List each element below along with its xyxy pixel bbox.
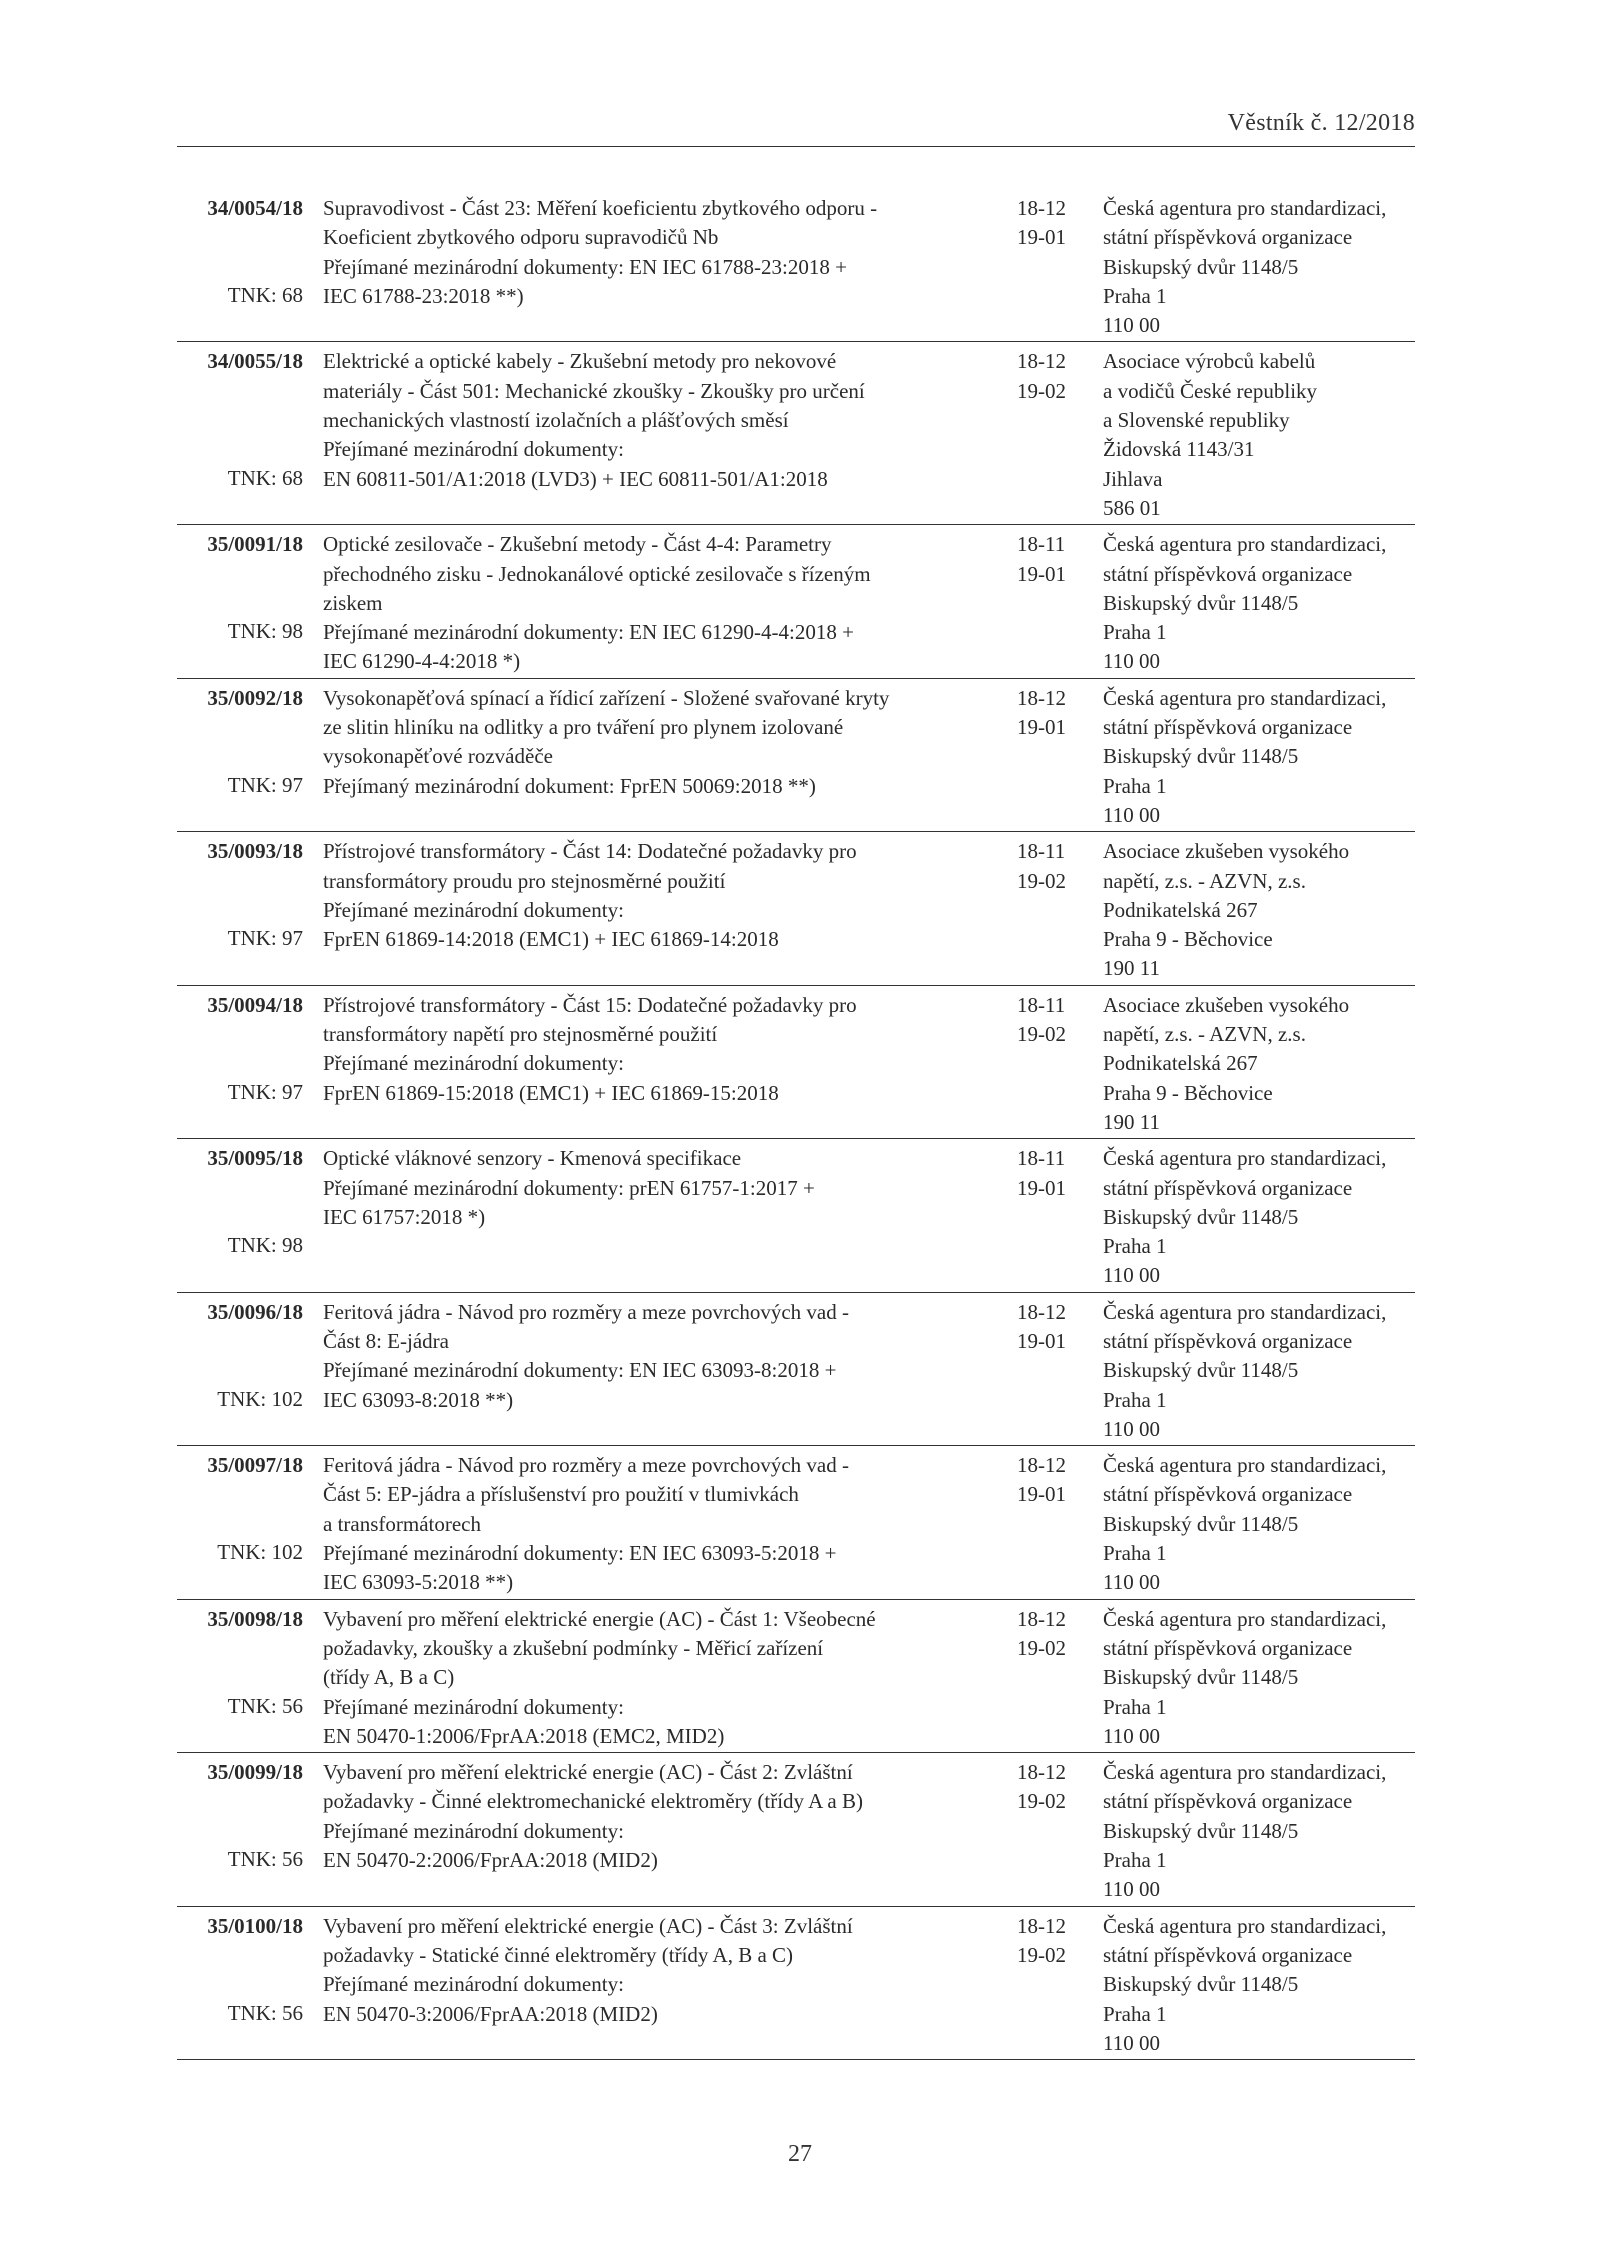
page-header-title: Věstník č. 12/2018 xyxy=(1227,110,1415,136)
entry-date: 18-12 xyxy=(1017,1760,1066,1785)
entry-number: 35/0100/18 xyxy=(207,1913,303,1938)
entry-organization-line: Biskupský dvůr 1148/5 xyxy=(1103,1511,1299,1536)
entry-tnk: TNK: 98 xyxy=(227,1233,303,1258)
entry-title-line: IEC 61290-4-4:2018 *) xyxy=(323,649,521,674)
entry-date: 19-01 xyxy=(1017,1328,1066,1353)
entry-date: 18-12 xyxy=(1017,685,1066,710)
entry-dates-cell xyxy=(1005,347,1103,523)
entry-organization-cell xyxy=(1103,1451,1415,1597)
entry-title-line: Přístrojové transformátory - Část 15: Dodatečné požadavky pro xyxy=(323,992,857,1017)
entry-organization-line: 110 00 xyxy=(1103,1723,1160,1748)
entry-organization-line: Praha 1 xyxy=(1103,1541,1167,1566)
entry-title-line: Přejímané mezinárodní dokumenty: xyxy=(323,1051,624,1076)
entry-organization-line: Česká agentura pro standardizaci, xyxy=(1103,196,1387,220)
entry-title-line: Koeficient zbytkového odporu supravodičů Nb xyxy=(323,225,719,250)
entry-organization-line: Česká agentura pro standardizaci, xyxy=(1103,532,1387,557)
table-row xyxy=(177,1753,1415,1906)
entry-id-cell xyxy=(177,1912,303,2058)
entry-organization-line: 110 00 xyxy=(1103,313,1160,338)
entry-organization-line: státní příspěvková organizace xyxy=(1103,1482,1353,1507)
entry-title-line: Přejímané mezinárodní dokumenty: xyxy=(323,897,624,922)
entry-title-line: transformátory napětí pro stejnosměrné použití xyxy=(323,1022,718,1047)
entry-organization-line: a Slovenské republiky xyxy=(1103,408,1290,433)
entry-title-cell xyxy=(303,1451,1005,1597)
entry-title-line: EN 50470-1:2006/FprAA:2018 (EMC2, MID2) xyxy=(323,1723,725,1748)
entry-organization-line: Jihlava xyxy=(1103,466,1163,491)
entry-title-line: Vybavení pro měření elektrické energie (AC) - Část 2: Zvláštní xyxy=(323,1760,853,1785)
entry-title-line: IEC 63093-5:2018 **) xyxy=(323,1570,514,1595)
entry-date: 19-02 xyxy=(1017,1789,1066,1814)
entry-title-line: Vybavení pro měření elektrické energie (AC) - Část 3: Zvláštní xyxy=(323,1913,853,1938)
entry-date: 18-12 xyxy=(1017,196,1066,220)
entry-organization-line: státní příspěvková organizace xyxy=(1103,1789,1353,1814)
entry-title-line: požadavky - Statické činné elektroměry (třídy A, B a C) xyxy=(323,1942,794,1967)
header-divider xyxy=(177,146,1415,147)
entry-organization-line: 110 00 xyxy=(1103,1263,1160,1288)
entry-date: 19-01 xyxy=(1017,225,1066,250)
entry-organization-line: Praha 9 - Běchovice xyxy=(1103,927,1273,952)
entry-title-line: transformátory proudu pro stejnosměrné použití xyxy=(323,868,726,893)
entry-title-line: EN 60811-501/A1:2018 (LVD3) + IEC 60811-501/A1:2018 xyxy=(323,466,828,491)
entry-organization-line: Praha 1 xyxy=(1103,1694,1167,1719)
entry-number: 35/0097/18 xyxy=(207,1453,303,1478)
entry-title-line: Přejímané mezinárodní dokumenty: EN IEC 61290-4-4:2018 + xyxy=(323,620,854,645)
entry-title-line: požadavky, zkoušky a zkušební podmínky - Měřicí zařízení xyxy=(323,1635,824,1660)
entry-organization-line: státní příspěvková organizace xyxy=(1103,561,1353,586)
entry-organization-line: Asociace zkušeben vysokého xyxy=(1103,992,1350,1017)
entry-dates-cell xyxy=(1005,684,1103,830)
entry-organization-line: Biskupský dvůr 1148/5 xyxy=(1103,744,1299,769)
entry-dates-cell xyxy=(1005,837,1103,983)
page-number: 27 xyxy=(788,2141,812,2167)
entry-organization-line: napětí, z.s. - AZVN, z.s. xyxy=(1103,868,1306,893)
entry-tnk: TNK: 68 xyxy=(227,465,303,490)
entry-organization-line: Česká agentura pro standardizaci, xyxy=(1103,1453,1387,1478)
entry-organization-line: Asociace výrobců kabelů xyxy=(1103,349,1316,374)
entry-number: 34/0054/18 xyxy=(207,196,303,220)
entry-title-cell xyxy=(303,530,1005,676)
entry-id-cell xyxy=(177,991,303,1137)
entry-tnk: TNK: 56 xyxy=(227,2000,303,2025)
entry-organization-cell xyxy=(1103,991,1415,1137)
entry-id-cell xyxy=(177,1605,303,1751)
entry-organization-line: státní příspěvková organizace xyxy=(1103,1175,1353,1200)
table-row xyxy=(177,986,1415,1139)
entry-organization-line: 110 00 xyxy=(1103,1416,1160,1441)
entry-organization-line: státní příspěvková organizace xyxy=(1103,1328,1353,1353)
entry-organization-line: Biskupský dvůr 1148/5 xyxy=(1103,1818,1299,1843)
entry-organization-line: 190 11 xyxy=(1103,1109,1160,1134)
entry-title-cell xyxy=(303,837,1005,983)
entry-date: 19-02 xyxy=(1017,868,1066,893)
entry-title-line: požadavky - Činné elektromechanické elektroměry (třídy A a B) xyxy=(323,1789,863,1814)
entry-organization-line: Praha 1 xyxy=(1103,2001,1167,2026)
entry-dates-cell xyxy=(1005,194,1103,340)
entry-organization-line: Podnikatelská 267 xyxy=(1103,897,1258,922)
entry-organization-line: Praha 1 xyxy=(1103,283,1167,308)
entry-organization-cell xyxy=(1103,1144,1415,1290)
entry-title-line: Přejímané mezinárodní dokumenty: xyxy=(323,437,624,462)
entry-id-cell xyxy=(177,837,303,983)
entry-title-line: Supravodivost - Část 23: Měření koeficientu zbytkového odporu - xyxy=(323,196,878,220)
entry-title-cell xyxy=(303,1144,1005,1290)
entry-organization-line: 110 00 xyxy=(1103,2030,1160,2055)
entry-organization-cell xyxy=(1103,1758,1415,1904)
entry-date: 18-12 xyxy=(1017,1913,1066,1938)
entry-date: 18-11 xyxy=(1017,532,1066,557)
entry-organization-line: Praha 1 xyxy=(1103,1387,1167,1412)
entry-organization-cell xyxy=(1103,1912,1415,2058)
entry-organization-cell xyxy=(1103,530,1415,676)
entry-title-line: mechanických vlastností izolačních a plášťových směsí xyxy=(323,408,789,433)
entry-title-line: FprEN 61869-14:2018 (EMC1) + IEC 61869-14:2018 xyxy=(323,927,779,952)
entry-dates-cell xyxy=(1005,991,1103,1137)
entry-date: 18-12 xyxy=(1017,1299,1066,1324)
entry-organization-line: Praha 1 xyxy=(1103,1234,1167,1259)
entry-date: 18-11 xyxy=(1017,1146,1066,1171)
entry-title-line: a transformátorech xyxy=(323,1511,482,1536)
entry-title-line: přechodného zisku - Jednokanálové optické zesilovače s řízeným xyxy=(323,561,871,586)
table-row xyxy=(177,1600,1415,1753)
entry-number: 35/0094/18 xyxy=(207,992,303,1017)
entry-number: 35/0095/18 xyxy=(207,1146,303,1171)
entry-organization-line: 586 01 xyxy=(1103,495,1161,520)
entry-title-line: EN 50470-2:2006/FprAA:2018 (MID2) xyxy=(323,1848,658,1873)
entry-title-cell xyxy=(303,347,1005,523)
entry-title-line: EN 50470-3:2006/FprAA:2018 (MID2) xyxy=(323,2001,658,2026)
entry-organization-cell xyxy=(1103,1298,1415,1444)
entry-dates-cell xyxy=(1005,1605,1103,1751)
entry-date: 19-01 xyxy=(1017,1482,1066,1507)
entry-organization-cell xyxy=(1103,194,1415,340)
entry-id-cell xyxy=(177,530,303,676)
entry-id-cell xyxy=(177,194,303,340)
entry-dates-cell xyxy=(1005,1758,1103,1904)
entry-title-line: Přejímané mezinárodní dokumenty: EN IEC 61788-23:2018 + xyxy=(323,254,847,279)
table-row xyxy=(177,1446,1415,1599)
table-row xyxy=(177,342,1415,525)
entry-number: 35/0092/18 xyxy=(207,685,303,710)
table-row xyxy=(177,1907,1415,2060)
entry-title-line: ze slitin hliníku na odlitky a pro tváření pro plynem izolované xyxy=(323,715,844,740)
entry-date: 19-02 xyxy=(1017,1022,1066,1047)
entry-id-cell xyxy=(177,1298,303,1444)
entry-organization-cell xyxy=(1103,347,1415,523)
entry-title-line: Feritová jádra - Návod pro rozměry a meze povrchových vad - xyxy=(323,1299,849,1324)
entry-title-cell xyxy=(303,1912,1005,2058)
entry-organization-cell xyxy=(1103,684,1415,830)
entry-number: 35/0099/18 xyxy=(207,1760,303,1785)
entry-organization-line: Podnikatelská 267 xyxy=(1103,1051,1258,1076)
table-row xyxy=(177,679,1415,832)
entry-tnk: TNK: 98 xyxy=(227,619,303,644)
entry-organization-line: Praha 1 xyxy=(1103,1848,1167,1873)
entry-title-line: IEC 61788-23:2018 **) xyxy=(323,283,524,308)
entry-title-cell xyxy=(303,1758,1005,1904)
entry-title-line: Přejímané mezinárodní dokumenty: EN IEC 63093-8:2018 + xyxy=(323,1358,837,1383)
table-row xyxy=(177,189,1415,342)
entry-number: 35/0093/18 xyxy=(207,839,303,864)
entry-title-line: Vybavení pro měření elektrické energie (AC) - Část 1: Všeobecné xyxy=(323,1606,876,1631)
entry-title-line: Přejímané mezinárodní dokumenty: xyxy=(323,1972,624,1997)
entry-organization-line: Praha 9 - Běchovice xyxy=(1103,1080,1273,1105)
entry-organization-line: Biskupský dvůr 1148/5 xyxy=(1103,1972,1299,1997)
entry-organization-line: státní příspěvková organizace xyxy=(1103,1942,1353,1967)
entry-organization-line: Biskupský dvůr 1148/5 xyxy=(1103,1204,1299,1229)
entry-title-line: IEC 63093-8:2018 **) xyxy=(323,1387,514,1412)
entry-date: 18-12 xyxy=(1017,1606,1066,1631)
entry-organization-line: Židovská 1143/31 xyxy=(1103,437,1255,462)
entry-organization-line: státní příspěvková organizace xyxy=(1103,225,1353,250)
entry-title-line: vysokonapěťové rozváděče xyxy=(323,744,553,769)
entry-title-line: FprEN 61869-15:2018 (EMC1) + IEC 61869-15:2018 xyxy=(323,1080,779,1105)
entry-date: 19-02 xyxy=(1017,378,1066,403)
entry-organization-line: 110 00 xyxy=(1103,649,1160,674)
entry-organization-line: Česká agentura pro standardizaci, xyxy=(1103,1606,1387,1631)
entry-organization-line: Biskupský dvůr 1148/5 xyxy=(1103,254,1299,279)
entry-organization-line: Biskupský dvůr 1148/5 xyxy=(1103,1665,1299,1690)
entry-dates-cell xyxy=(1005,1912,1103,2058)
entry-organization-line: Biskupský dvůr 1148/5 xyxy=(1103,1358,1299,1383)
entry-id-cell xyxy=(177,1144,303,1290)
entry-tnk: TNK: 68 xyxy=(227,283,303,308)
table-row xyxy=(177,1293,1415,1446)
entry-number: 34/0055/18 xyxy=(207,349,303,374)
entry-date: 18-11 xyxy=(1017,839,1066,864)
entry-date: 18-11 xyxy=(1017,992,1066,1017)
standards-table xyxy=(177,189,1415,2060)
entry-title-line: IEC 61757:2018 *) xyxy=(323,1204,486,1229)
entry-organization-line: Česká agentura pro standardizaci, xyxy=(1103,685,1387,710)
entry-organization-line: Česká agentura pro standardizaci, xyxy=(1103,1299,1387,1324)
entry-tnk: TNK: 56 xyxy=(227,1847,303,1872)
entry-title-cell xyxy=(303,991,1005,1137)
entry-date: 18-12 xyxy=(1017,349,1066,374)
entry-date: 19-01 xyxy=(1017,1175,1066,1200)
entry-title-line: Elektrické a optické kabely - Zkušební metody pro nekovové xyxy=(323,349,837,374)
entry-title-line: (třídy A, B a C) xyxy=(323,1665,455,1690)
entry-organization-cell xyxy=(1103,837,1415,983)
entry-organization-line: Praha 1 xyxy=(1103,773,1167,798)
entry-tnk: TNK: 102 xyxy=(217,1386,303,1411)
entry-number: 35/0091/18 xyxy=(207,532,303,557)
entry-dates-cell xyxy=(1005,1451,1103,1597)
entry-tnk: TNK: 97 xyxy=(227,1079,303,1104)
entry-organization-line: Česká agentura pro standardizaci, xyxy=(1103,1913,1387,1938)
entry-date: 19-02 xyxy=(1017,1942,1066,1967)
entry-title-line: Vysokonapěťová spínací a řídicí zařízení - Složené svařované kryty xyxy=(323,685,890,710)
entry-id-cell xyxy=(177,347,303,523)
entry-title-line: Přejímaný mezinárodní dokument: FprEN 50069:2018 **) xyxy=(323,773,816,798)
entry-tnk: TNK: 102 xyxy=(217,1540,303,1565)
entry-organization-line: Česká agentura pro standardizaci, xyxy=(1103,1760,1387,1785)
entry-date: 19-01 xyxy=(1017,715,1066,740)
entry-organization-line: Praha 1 xyxy=(1103,620,1167,645)
entry-tnk: TNK: 97 xyxy=(227,926,303,951)
entry-organization-line: státní příspěvková organizace xyxy=(1103,715,1353,740)
entry-title-line: Feritová jádra - Návod pro rozměry a meze povrchových vad - xyxy=(323,1453,849,1478)
entry-title-cell xyxy=(303,684,1005,830)
table-row xyxy=(177,832,1415,985)
entry-title-line: ziskem xyxy=(323,590,383,615)
entry-id-cell xyxy=(177,684,303,830)
entry-number: 35/0096/18 xyxy=(207,1299,303,1324)
entry-dates-cell xyxy=(1005,530,1103,676)
entry-organization-line: 110 00 xyxy=(1103,1570,1160,1595)
entry-id-cell xyxy=(177,1758,303,1904)
entry-date: 19-01 xyxy=(1017,561,1066,586)
entry-title-line: Přístrojové transformátory - Část 14: Dodatečné požadavky pro xyxy=(323,839,857,864)
entry-dates-cell xyxy=(1005,1144,1103,1290)
entry-organization-line: 110 00 xyxy=(1103,802,1160,827)
entry-title-cell xyxy=(303,1298,1005,1444)
entry-organization-line: Česká agentura pro standardizaci, xyxy=(1103,1146,1387,1171)
entry-title-line: Přejímané mezinárodní dokumenty: prEN 61757-1:2017 + xyxy=(323,1175,815,1200)
entry-organization-line: Asociace zkušeben vysokého xyxy=(1103,839,1350,864)
entry-date: 18-12 xyxy=(1017,1453,1066,1478)
entry-title-line: Optické zesilovače - Zkušební metody - Část 4-4: Parametry xyxy=(323,532,832,557)
entry-title-line: Optické vláknové senzory - Kmenová specifikace xyxy=(323,1146,742,1171)
entry-dates-cell xyxy=(1005,1298,1103,1444)
entry-title-cell xyxy=(303,1605,1005,1751)
table-row xyxy=(177,1139,1415,1292)
entry-title-line: Přejímané mezinárodní dokumenty: xyxy=(323,1694,624,1719)
entry-number: 35/0098/18 xyxy=(207,1606,303,1631)
entry-title-line: Část 8: E-jádra xyxy=(323,1328,449,1353)
table-row xyxy=(177,525,1415,678)
entry-tnk: TNK: 56 xyxy=(227,1693,303,1718)
entry-title-line: Přejímané mezinárodní dokumenty: EN IEC 63093-5:2018 + xyxy=(323,1541,837,1566)
entry-tnk: TNK: 97 xyxy=(227,772,303,797)
entry-organization-line: napětí, z.s. - AZVN, z.s. xyxy=(1103,1022,1306,1047)
entry-date: 19-02 xyxy=(1017,1635,1066,1660)
entry-title-cell xyxy=(303,194,1005,340)
entry-title-line: Část 5: EP-jádra a příslušenství pro použití v tlumivkách xyxy=(323,1482,799,1507)
entry-organization-line: Biskupský dvůr 1148/5 xyxy=(1103,590,1299,615)
entry-title-line: Přejímané mezinárodní dokumenty: xyxy=(323,1818,624,1843)
entry-organization-cell xyxy=(1103,1605,1415,1751)
entry-organization-line: a vodičů České republiky xyxy=(1103,378,1318,403)
entry-id-cell xyxy=(177,1451,303,1597)
entry-title-line: materiály - Část 501: Mechanické zkoušky - Zkoušky pro určení xyxy=(323,378,865,403)
entry-organization-line: 190 11 xyxy=(1103,956,1160,981)
entry-organization-line: 110 00 xyxy=(1103,1877,1160,1902)
entry-organization-line: státní příspěvková organizace xyxy=(1103,1635,1353,1660)
